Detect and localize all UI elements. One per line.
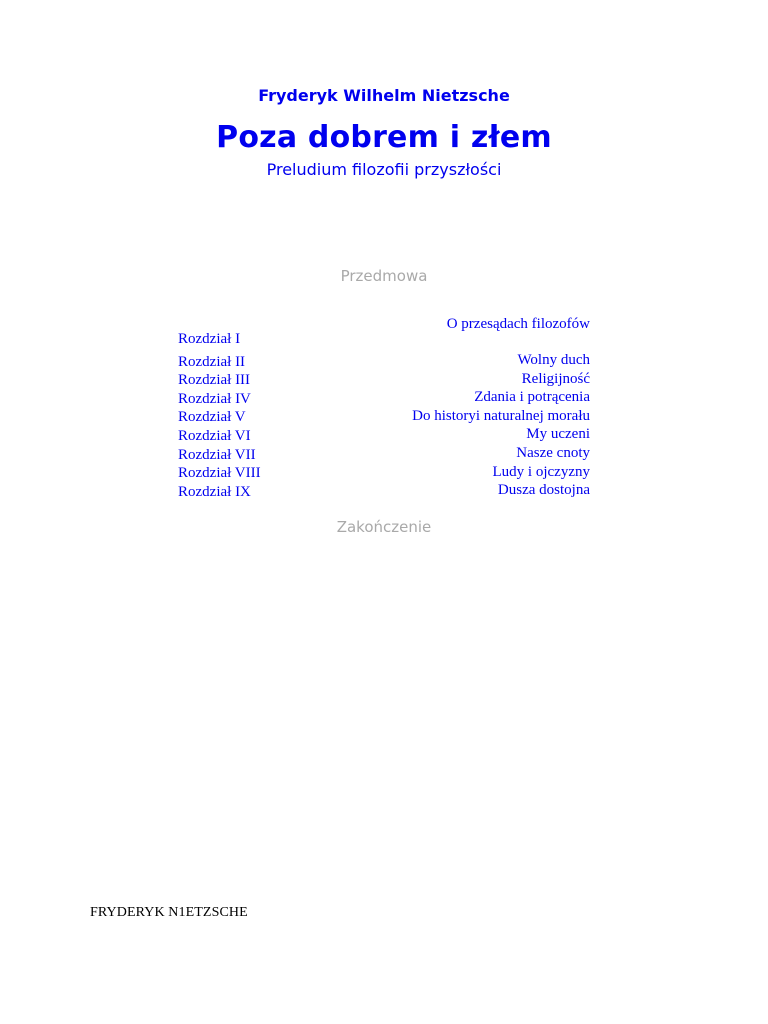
chapter-title-link[interactable]: Ludy i ojczyzny [492,463,590,480]
chapter-label[interactable]: Rozdział VIII [178,465,261,482]
epilogue-link[interactable]: Zakończenie [336,518,432,536]
toc-row-8[interactable] [178,464,590,483]
toc-row-1[interactable] [178,316,590,352]
chapter-label[interactable]: Rozdział VII [178,446,256,463]
toc-row-5[interactable] [178,408,590,427]
toc-row-3[interactable] [178,371,590,390]
chapter-title-link[interactable]: Do historyi naturalnej morału [412,407,590,424]
chapter-title-link[interactable]: Religijność [521,370,590,387]
chapter-title-link[interactable]: O przesądach filozofów [446,316,590,332]
chapter-label[interactable]: Rozdział IX [178,483,251,500]
toc-row-6[interactable] [178,426,590,445]
toc-row-7[interactable] [178,445,590,464]
chapter-label[interactable]: Rozdział II [178,353,246,370]
chapter-label[interactable]: Rozdział VI [178,427,251,444]
chapter-title-link[interactable]: My uczeni [526,426,590,443]
preface-link[interactable]: Przedmowa [340,267,428,285]
author-name: Fryderyk Wilhelm Nietzsche [258,86,510,105]
book-subtitle: Preludium filozofii przyszłości [266,160,502,179]
chapter-title-link[interactable]: Wolny duch [517,352,590,368]
page-footer: FRYDERYK N1ETZSCHE [90,905,248,920]
table-of-contents [178,316,590,501]
toc-row-9[interactable] [178,482,590,501]
chapter-title-link[interactable]: Dusza dostojna [497,482,590,499]
book-title: Poza dobrem i złem [216,120,552,155]
chapter-label[interactable]: Rozdział V [178,409,246,426]
chapter-label[interactable]: Rozdział IV [178,390,251,407]
chapter-title-link[interactable]: Zdania i potrącenia [474,389,590,406]
toc-row-2[interactable] [178,352,590,371]
chapter-label[interactable]: Rozdział I [178,331,241,347]
chapter-label[interactable]: Rozdział III [178,372,251,389]
chapter-title-link[interactable]: Nasze cnoty [516,444,590,461]
toc-row-4[interactable] [178,389,590,408]
